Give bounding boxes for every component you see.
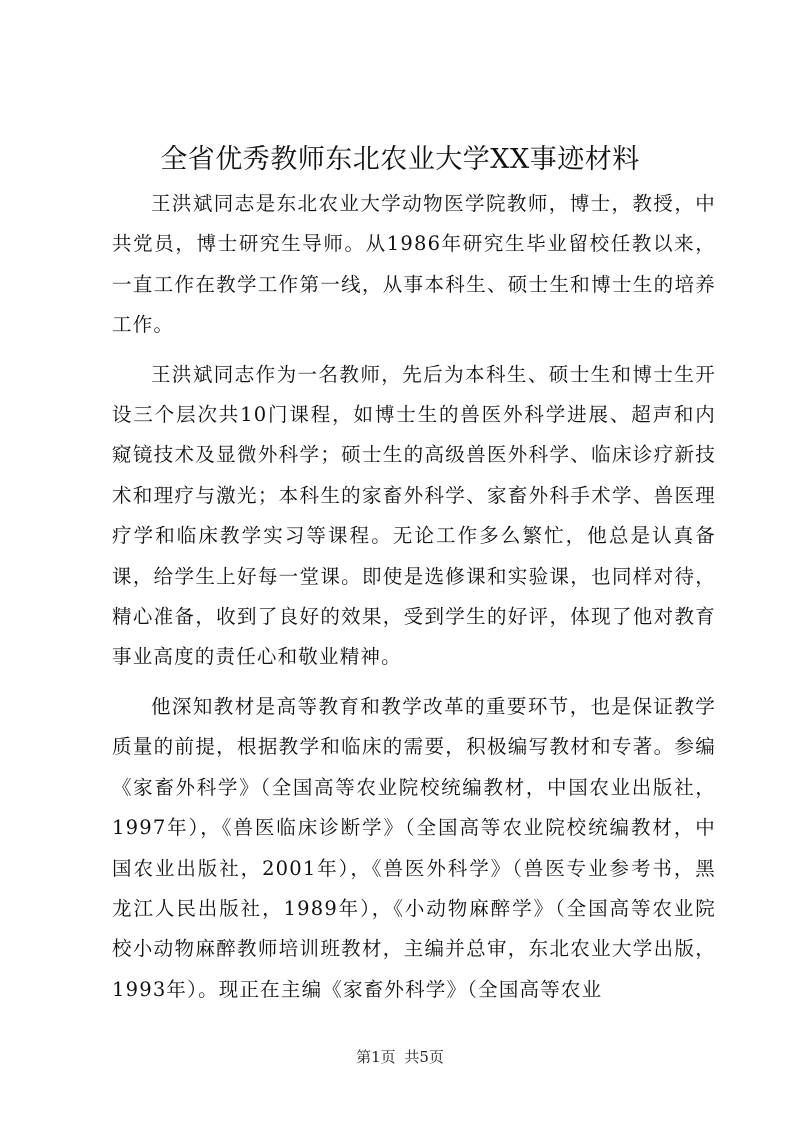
page-total: 共5页	[404, 1048, 444, 1066]
paragraph-3: 他深知教材是高等教育和教学改革的重要环节，也是保证教学质量的前提，根据教学和临床的需要，积极编写教材和专著。参编《家畜外科学》（全国高等农业院校统编教材，中国农业出版社，1997年），《兽医临床诊断学》（全国高等农业院校统编教材，中国农业出版社，2001年），《兽医外科学》（兽医专业参考书，黑龙江人民出版社，1989年），《小动物麻醉学》（全国高等农业院校小动物麻醉教师培训班教材，主编并总审，东北农业大学出版，1993年）。现正在主编《家畜外科学》（全国高等农业	[112, 694, 716, 1001]
paragraph-1: 王洪斌同志是东北农业大学动物医学院教师，博士，教授，中共党员，博士研究生导师。从1986年研究生毕业留校任教以来，一直工作在教学工作第一线，从事本科生、硕士生和博士生的培养工作。	[112, 192, 716, 337]
document-body	[112, 184, 716, 1019]
document-title: 全省优秀教师东北农业大学XX事迹材料	[160, 144, 640, 175]
page-number: 第1页	[356, 1048, 396, 1066]
paragraph-2: 王洪斌同志作为一名教师，先后为本科生、硕士生和博士生开设三个层次共10门课程，如博士生的兽医外科学进展、超声和内窥镜技术及显微外科学；硕士生的高级兽医外科学、临床诊疗新技术和理疗与激光；本科生的家畜外科学、家畜外科手术学、兽医理疗学和临床教学实习等课程。无论工作多么繁忙，他总是认真备课，给学生上好每一堂课。即使是选修课和实验课，也同样对待，精心准备，收到了良好的效果，受到学生的好评，体现了他对教育事业高度的责任心和敬业精神。	[112, 362, 716, 669]
page-footer	[0, 1047, 800, 1067]
